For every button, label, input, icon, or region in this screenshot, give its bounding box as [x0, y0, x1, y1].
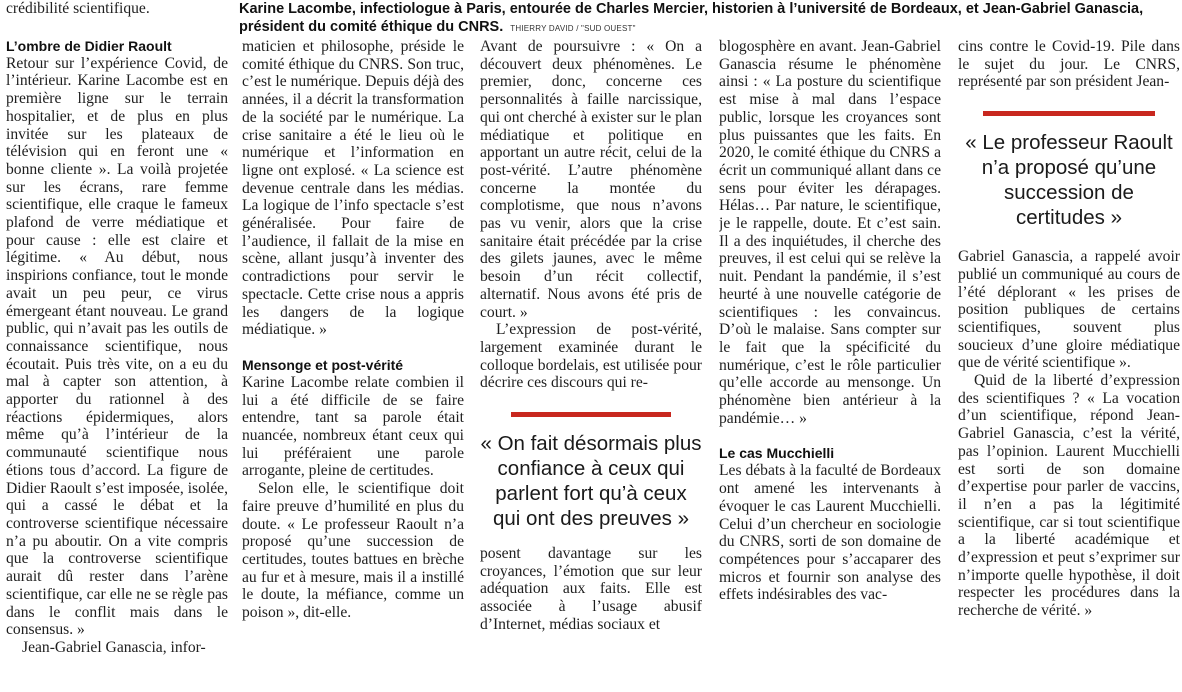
article-paragraph: blogosphère en avant. Jean-Gabriel Ganascia résume le phénomène ainsi : « La posture du scientifique est mise à mal dans l’espace public, lorsque les croyances sont plus puissantes que les faits. En 2020, le comité éthique du CNRS a écrit un communiqué allant dans ce sens pour éviter les dérapages. Hélas… Par nature, le scientifique, je le rappelle, doute. Et c’est sain. Il a des inquiétudes, il cherche des preuves, il est celui qui se relève la nuit. Pendant la pandémie, il s’est heurté à une nouvelle catégorie de scientifiques : les convaincus. D’où le malaise. Sans compter sur le fait que la spécificité du numérique, c’est le rôle particulier qu’elle accorde au mensonge. Un phénomène bien antérieur à la pandémie… » — [719, 38, 941, 427]
article-column-2 — [242, 38, 464, 692]
photo-credit: THIERRY DAVID / "SUD OUEST" — [510, 24, 636, 33]
article-column-5 — [958, 38, 1180, 692]
pull-quote: « On fait désormais plus confiance à ceux qui parlent fort qu’à ceux qui ont des preuves » — [480, 432, 702, 531]
article-paragraph: cins contre le Covid-19. Pile dans le sujet du jour. Le CNRS, représenté par son président Jean- — [958, 38, 1180, 91]
article-column-3 — [480, 38, 702, 692]
article-paragraph: L’expression de post-vérité, largement examinée durant le colloque bordelais, est utilisée pour décrire ces discours qui re- — [480, 321, 702, 392]
paragraph-tail: crédibilité scientifique. — [6, 0, 150, 17]
subheading-mensonge-post-verite: Mensonge et post-vérité — [242, 356, 404, 373]
article-paragraph: Les débats à la faculté de Bordeaux ont amené les intervenants à évoquer le cas Laurent Mucchielli. Celui d’un chercheur en sociologie du CNRS, sorti de son domaine de compétences pour s’accaparer des micros et fournir son analyse des effets indésirables des vac- — [719, 462, 941, 604]
subheading-cas-mucchielli: Le cas Mucchielli — [719, 445, 835, 462]
article-paragraph: Retour sur l’expérience Covid, de l’intérieur. Karine Lacombe est en première ligne sur le terrain hospitalier, et de plus en plus invitée sur les plateaux de télévision qui en feront une « bonne cliente ». La voilà projetée sur les écrans, rare femme scientifique, elle craque le fameux plafond de verre médiatique et pour cause : elle est claire et légitime. « Au début, nous inspirions confiance, tout le monde avait un peu peur, ce virus émergeant étant nouveau. Le grand public, qui n’avait pas les outils de connaissance scientifique, nous écoutait. Puis très vite, on a eu du mal à capter son attention, à apporter du rationnel à des réactions épidermiques, alors même qu’à l’intérieur de la communauté scientifique nous étions tous d’accord. La figure de Didier Raoult s’est imposée, isolée, qui a cassé le débat et la controverse scientifique nécessaire n’a pu aboutir. On a vite compris que la controverse scientifique aurait dû rester dans l’arène scientifique, car elle ne se règle pas dans le conflit mais dans le consensus. » — [6, 54, 228, 639]
pull-quote: « Le professeur Raoult n’a proposé qu’une succession de certitudes » — [965, 131, 1173, 230]
caption-text: Karine Lacombe, infectiologue à Paris, entourée de Charles Mercier, historien à l’université de Bordeaux, et Jean-Gabriel Ganascia, président du comité éthique du CNRS. — [239, 1, 1144, 35]
article-paragraph: Jean-Gabriel Ganascia, infor- — [22, 638, 206, 656]
article-paragraph: maticien et philosophe, préside le comité éthique du CNRS. Son truc, c’est le numérique. Depuis déjà des années, il a décrit la transformation de la société par le numérique. La crise sanitaire a été le lieu où le numérique et l’information en ligne ont explosé. « La science est devenue centrale dans les médias. La logique de l’info spectacle s’est généralisée. Pour faire de l’audience, il fallait de la mise en scène, allant jusqu’à inventer des contradictions pour servir le spectacle. Cette crise nous a appris les dangers de la logique médiatique. » — [242, 38, 464, 339]
article-column-1 — [6, 0, 228, 692]
article-paragraph: Avant de poursuivre : « On a découvert deux phénomènes. Le premier, donc, concerne ces personnalités à faille narcissique, qui ont cherché à exister sur le plan médiatique et politique en apportant un autre récit, celui de la post-vérité. L’autre phénomène concerne la montée du complotisme, que nous n’avons pas vu venir, alors que la crise sanitaire était précédée par la crise des gilets jaunes, avec le même besoin d’un récit collectif, alternatif. Nous avons été pris de court. » — [480, 38, 702, 321]
article-paragraph: Karine Lacombe relate combien il lui a été difficile de se faire entendre, tant sa parole était nuancée, nombreux étant ceux qui lui préféraient une parole arrogante, pleine de certitudes. — [242, 373, 464, 480]
article-column-4 — [719, 38, 941, 692]
article-paragraph: Selon elle, le scientifique doit faire preuve d’humilité en plus du doute. « Le professeur Raoult n’a proposé qu’une succession de certitudes, toutes battues en brèche au fur et à mesure, mais il a instillé le doute, la méfiance, comme un poison », dit-elle. — [242, 480, 464, 622]
article-paragraph: posent davantage sur les croyances, l’émotion que sur leur adéquation aux faits. Elle est associée à l’usage abusif d’Internet, médias sociaux et — [480, 545, 702, 633]
article-paragraph: Gabriel Ganascia, a rappelé avoir publié un communiqué au cours de l’été déplorant « les prises de position publiques de certains scientifiques, souvent plus soucieux d’une gloire médiatique que de vérité scientifique ». — [958, 248, 1180, 372]
subheading-ombre-raoult: L’ombre de Didier Raoult — [6, 37, 172, 54]
article-paragraph: Quid de la liberté d’expression des scientifiques ? « La vocation d’un scientifique, répond Jean-Gabriel Ganascia, c’est la vérité, pas l’opinion. Laurent Mucchielli est sorti de son domaine d’expertise pour parler de vaccins, il n’en a pas la légitimité scientifique, car si tout scientifique a la liberté académique et d’expression et peut s’exprimer sur n’importe quelle hypothèse, il doit respecter les procédures dans la recherche de vérité. » — [958, 372, 1180, 620]
photo-caption — [239, 0, 1179, 40]
